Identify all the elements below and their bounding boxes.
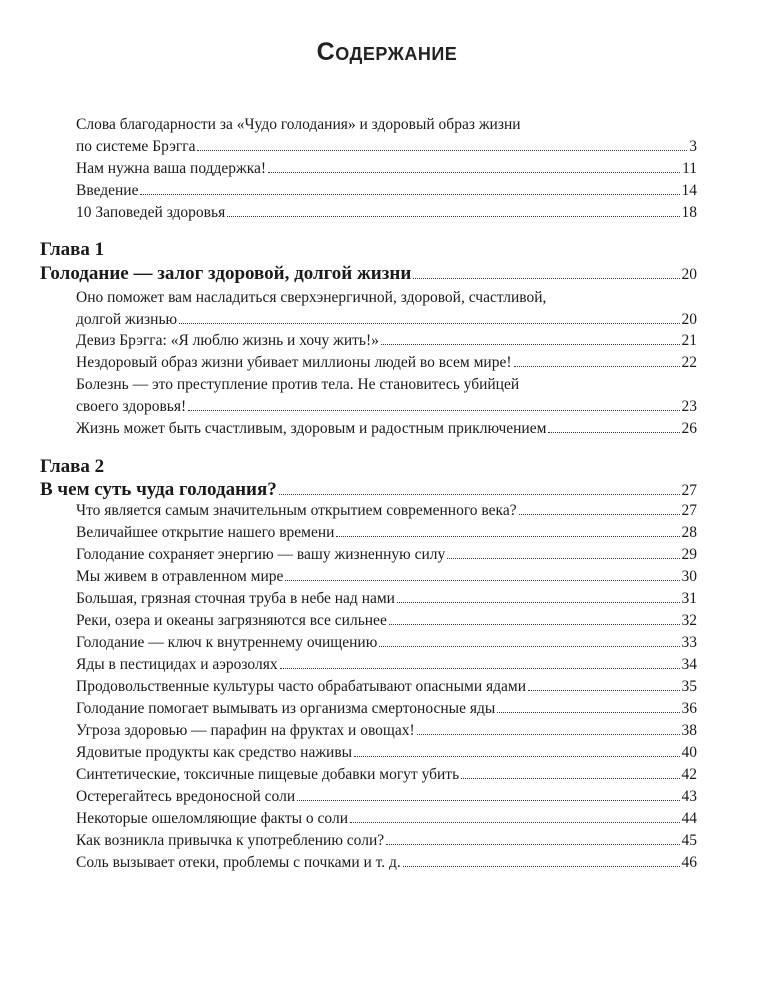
toc-entry-text: Девиз Брэгга: «Я люблю жизнь и хочу жить!»	[76, 332, 379, 349]
page-number: 40	[681, 744, 697, 761]
toc-entry-text: Мы живем в отравленном мире	[76, 568, 284, 585]
toc-entry-text-line1: Болезнь — это преступление против тела. Не становитесь убийцей	[76, 376, 520, 393]
toc-entry[interactable]	[76, 764, 697, 786]
chapter-label: Глава 2	[40, 456, 105, 477]
page-number: 30	[681, 568, 697, 585]
page-number: 28	[681, 524, 697, 541]
toc-entry[interactable]	[76, 114, 697, 158]
toc-entry-text: Введение	[76, 182, 139, 199]
toc-entry-text-line1: Слова благодарности за «Чудо голодания» и здоровый образ жизни	[76, 116, 521, 133]
page-number: 18	[681, 204, 697, 221]
toc-entry[interactable]	[76, 158, 697, 180]
toc-entry-text: Голодание — ключ к внутреннему очищению	[76, 634, 378, 651]
toc-entry-text: Голодание помогает вымывать из организма смертоносные яды	[76, 700, 496, 717]
dot-leader	[297, 800, 679, 801]
toc-entry-text: Некоторые ошеломляющие факты о соли	[76, 810, 348, 827]
toc-entry-text: долгой жизнью	[76, 311, 178, 328]
page-number: 20	[681, 266, 697, 283]
page-number: 35	[681, 678, 697, 695]
toc-entry[interactable]	[76, 588, 697, 610]
dot-leader	[519, 514, 680, 515]
toc-entry-text: Нам нужна ваша поддержка!	[76, 160, 267, 177]
page-number: 21	[681, 332, 697, 349]
toc-entry-text: Большая, грязная сточная труба в небе над нами	[76, 590, 395, 607]
toc-entry-text: Что является самым значительным открытием современного века?	[76, 502, 517, 519]
dot-leader	[188, 410, 679, 411]
page-number: 42	[681, 766, 697, 783]
toc-entry-text: Соль вызывает отеки, проблемы с почками и т. д.	[76, 854, 401, 871]
dot-leader	[548, 432, 679, 433]
page-number: 45	[681, 832, 697, 849]
dot-leader	[514, 366, 680, 367]
page-number: 32	[681, 612, 697, 629]
toc-entry[interactable]	[76, 566, 697, 588]
chapter-title-entry[interactable]	[40, 262, 697, 287]
dot-leader	[379, 646, 679, 647]
toc-entry-text: по системе Брэгга	[76, 138, 196, 155]
dot-leader	[197, 150, 687, 151]
dot-leader	[403, 866, 680, 867]
dot-leader	[179, 323, 679, 324]
toc-entry[interactable]	[76, 720, 697, 742]
dot-leader	[354, 756, 679, 757]
page-number: 27	[681, 502, 697, 519]
toc-entry[interactable]	[76, 418, 697, 440]
chapter-title: В чем суть чуда голодания?	[40, 479, 277, 500]
chapter-label: Глава 1	[40, 239, 105, 260]
toc-entry[interactable]	[76, 808, 697, 830]
dot-leader	[497, 712, 679, 713]
dot-leader	[285, 580, 679, 581]
toc-entry[interactable]	[76, 522, 697, 544]
toc-entry-text: Реки, озера и океаны загрязняются все сильнее	[76, 612, 387, 629]
toc-entry[interactable]	[76, 352, 697, 374]
dot-leader	[413, 278, 679, 279]
toc-entry[interactable]	[76, 202, 697, 224]
page-number: 11	[682, 160, 697, 177]
toc-entry-text: Угроза здоровью — парафин на фруктах и овощах!	[76, 722, 415, 739]
page-number: 34	[681, 656, 697, 673]
toc-entry-text: Остерегайтесь вредоносной соли	[76, 788, 296, 805]
page-number: 44	[681, 810, 697, 827]
page-number: 3	[689, 138, 697, 155]
page-number: 23	[681, 398, 697, 415]
page-number: 29	[681, 546, 697, 563]
toc-entry-text: Величайшее открытие нашего времени	[76, 524, 335, 541]
toc-entry-text: Ядовитые продукты как средство наживы	[76, 744, 353, 761]
dot-leader	[350, 822, 680, 823]
dot-leader	[386, 844, 679, 845]
page-number: 22	[681, 354, 697, 371]
page-number: 46	[681, 854, 697, 871]
page-title: Содержание	[316, 38, 458, 66]
dot-leader	[528, 690, 680, 691]
page-number: 43	[681, 788, 697, 805]
dot-leader	[140, 194, 679, 195]
page-number: 31	[681, 590, 697, 607]
page-number: 27	[681, 482, 697, 499]
toc-entry[interactable]	[76, 500, 697, 522]
dot-leader	[381, 344, 680, 345]
page-number: 33	[681, 634, 697, 651]
toc-entry[interactable]	[76, 698, 697, 720]
toc-entry[interactable]	[76, 544, 697, 566]
toc-entry-text: Нездоровый образ жизни убивает миллионы людей во всем мире!	[76, 354, 512, 371]
toc-entry[interactable]	[76, 180, 697, 202]
dot-leader	[227, 216, 679, 217]
toc-entry[interactable]	[76, 287, 697, 331]
toc-entry-text: Синтетические, токсичные пищевые добавки могут убить	[76, 766, 460, 783]
dot-leader	[280, 668, 680, 669]
toc-entry[interactable]	[76, 786, 697, 808]
toc-entry[interactable]	[76, 742, 697, 764]
toc-entry-text: своего здоровья!	[76, 398, 187, 415]
toc-entry[interactable]	[76, 654, 697, 676]
toc-entry[interactable]	[76, 632, 697, 654]
dot-leader	[279, 494, 680, 495]
toc-entry-text: Голодание сохраняет энергию — вашу жизненную силу	[76, 546, 446, 563]
toc-entry[interactable]	[76, 330, 697, 352]
page-number: 26	[681, 420, 697, 437]
dot-leader	[461, 778, 679, 779]
toc-entry[interactable]	[76, 852, 697, 874]
toc-entry-text: Жизнь может быть счастливым, здоровым и радостным приключением	[76, 420, 547, 437]
toc-entry-text: Как возникла привычка к употреблению соли?	[76, 832, 385, 849]
toc-entry-text: Продовольственные культуры часто обрабатывают опасными ядами	[76, 678, 526, 695]
toc-entry-text-line1: Оно поможет вам насладиться сверхэнергичной, здоровой, счастливой,	[76, 289, 547, 306]
dot-leader	[336, 536, 679, 537]
toc-entry[interactable]	[76, 830, 697, 852]
page-number: 36	[681, 700, 697, 717]
chapter-title: Голодание — залог здоровой, долгой жизни	[40, 263, 412, 284]
dot-leader	[389, 624, 680, 625]
page-number: 14	[681, 182, 697, 199]
page-number: 20	[681, 311, 697, 328]
dot-leader	[417, 734, 680, 735]
page-number: 38	[681, 722, 697, 739]
dot-leader	[447, 558, 679, 559]
toc-entry-text: Яды в пестицидах и аэрозолях	[76, 656, 278, 673]
dot-leader	[268, 172, 680, 173]
toc-entry[interactable]	[76, 610, 697, 632]
toc-entry-text: 10 Заповедей здоровья	[76, 204, 226, 221]
dot-leader	[397, 602, 680, 603]
toc-entry[interactable]	[76, 676, 697, 698]
toc-entry[interactable]	[76, 374, 697, 418]
